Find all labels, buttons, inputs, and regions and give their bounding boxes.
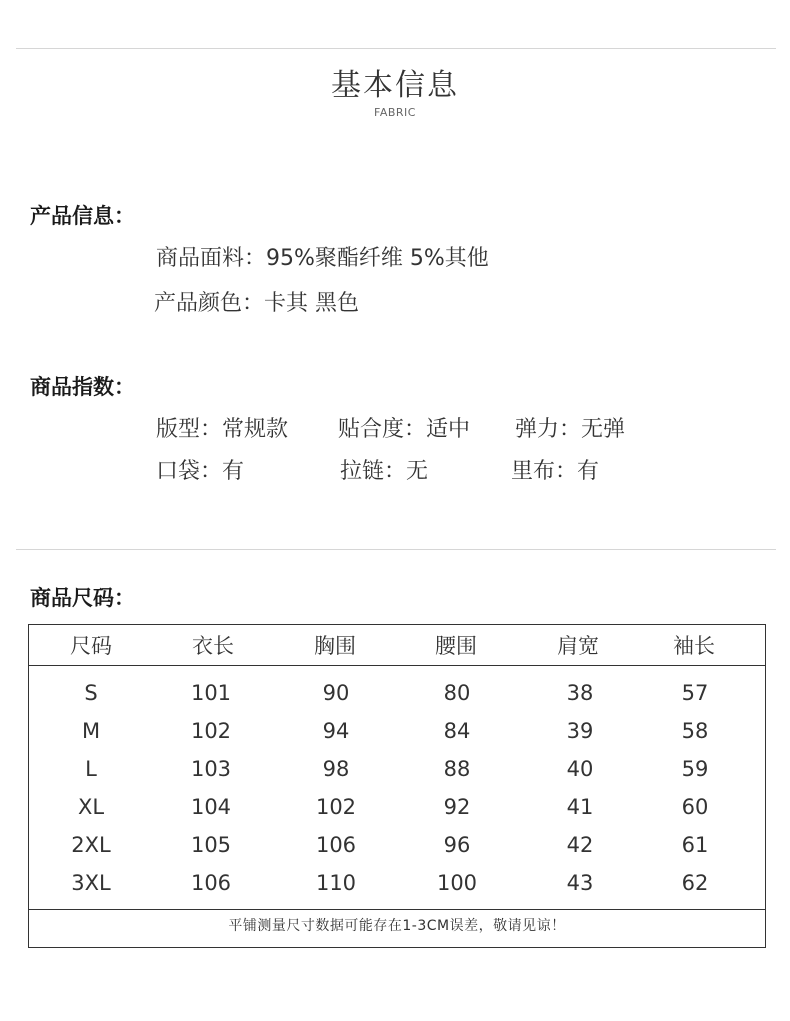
table-cell: 43 bbox=[566, 871, 594, 895]
page-title: 基本信息 bbox=[331, 68, 459, 103]
tightness-value: 贴合度：适中 bbox=[338, 417, 471, 442]
header-sleeve: 袖长 bbox=[673, 634, 715, 658]
table-cell: 88 bbox=[443, 757, 471, 781]
table-cell: 42 bbox=[566, 833, 594, 857]
middle-divider bbox=[16, 549, 776, 550]
table-cell: 39 bbox=[566, 719, 594, 743]
table-cell: S bbox=[84, 681, 98, 705]
zipper-value: 拉链：无 bbox=[340, 459, 429, 484]
header-shoulder: 肩宽 bbox=[557, 634, 599, 658]
top-divider bbox=[16, 48, 776, 49]
elasticity-value: 弹力：无弹 bbox=[515, 417, 626, 442]
table-cell: 38 bbox=[566, 681, 594, 705]
page-subtitle: FABRIC bbox=[374, 106, 416, 119]
table-cell: 60 bbox=[681, 795, 709, 819]
product-index-title: 商品指数： bbox=[30, 375, 135, 399]
table-cell: 2XL bbox=[71, 833, 111, 857]
table-cell: 41 bbox=[566, 795, 594, 819]
fit-value: 版型：常规款 bbox=[156, 417, 289, 442]
size-table bbox=[28, 624, 766, 948]
table-cell: 40 bbox=[566, 757, 594, 781]
header-size: 尺码 bbox=[70, 634, 112, 658]
table-cell: 105 bbox=[190, 833, 232, 857]
header-length: 衣长 bbox=[192, 634, 234, 658]
table-cell: 84 bbox=[443, 719, 471, 743]
table-cell: 96 bbox=[443, 833, 471, 857]
lining-value: 里布：有 bbox=[511, 459, 600, 484]
product-info-title: 产品信息： bbox=[30, 204, 135, 228]
table-cell: 110 bbox=[315, 871, 357, 895]
table-cell: M bbox=[81, 719, 101, 743]
table-cell: 101 bbox=[190, 681, 232, 705]
table-cell: 106 bbox=[315, 833, 357, 857]
pocket-value: 口袋：有 bbox=[156, 459, 245, 484]
table-cell: 94 bbox=[322, 719, 350, 743]
table-cell: L bbox=[85, 757, 97, 781]
table-cell: 57 bbox=[681, 681, 709, 705]
table-cell: 80 bbox=[443, 681, 471, 705]
table-cell: 106 bbox=[190, 871, 232, 895]
table-cell: 104 bbox=[190, 795, 232, 819]
header-chest: 胸围 bbox=[314, 634, 356, 658]
table-cell: 102 bbox=[315, 795, 357, 819]
table-cell: 103 bbox=[190, 757, 232, 781]
table-cell: XL bbox=[77, 795, 105, 819]
header-waist: 腰围 bbox=[435, 634, 477, 658]
table-cell: 59 bbox=[681, 757, 709, 781]
table-cell: 62 bbox=[681, 871, 709, 895]
table-cell: 58 bbox=[681, 719, 709, 743]
footer-divider bbox=[29, 909, 765, 910]
table-cell: 100 bbox=[436, 871, 478, 895]
table-cell: 92 bbox=[443, 795, 471, 819]
table-cell: 3XL bbox=[71, 871, 111, 895]
section-header bbox=[0, 66, 790, 120]
color-line: 产品颜色：卡其 黑色 bbox=[154, 291, 359, 316]
table-cell: 102 bbox=[190, 719, 232, 743]
header-divider bbox=[29, 665, 765, 666]
table-cell: 90 bbox=[322, 681, 350, 705]
measurement-note: 平铺测量尺寸数据可能存在1-3CM误差，敬请见谅！ bbox=[228, 918, 566, 934]
table-cell: 61 bbox=[681, 833, 709, 857]
table-cell: 98 bbox=[322, 757, 350, 781]
size-section-title: 商品尺码： bbox=[30, 586, 135, 610]
fabric-line: 商品面料：95%聚酯纤维 5%其他 bbox=[156, 246, 489, 271]
